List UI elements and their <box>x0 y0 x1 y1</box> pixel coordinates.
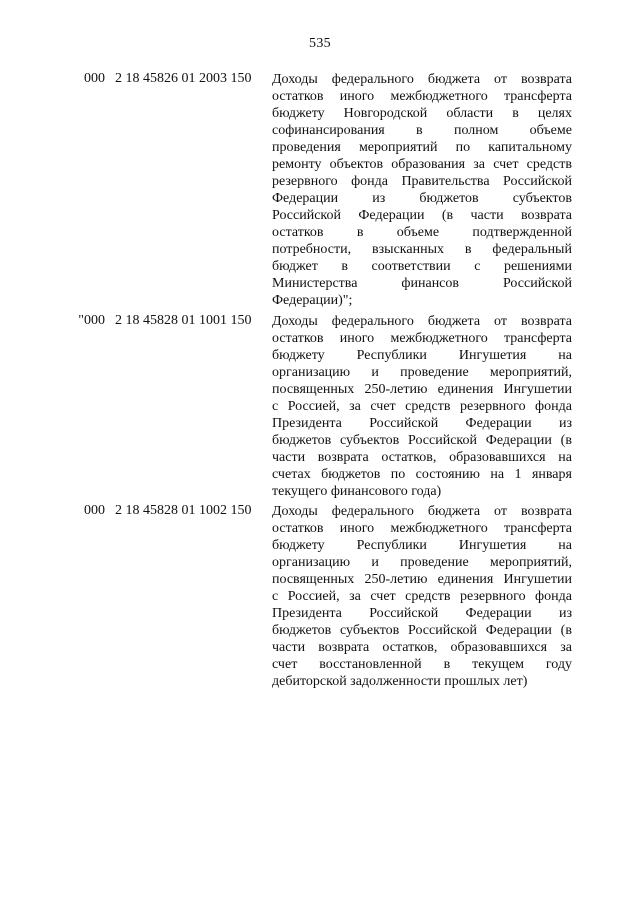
description-line: остатков иного межбюджетного трансферта <box>272 521 572 536</box>
budget-classification-code: 2 18 45826 01 2003 150 <box>115 71 252 86</box>
description-line: проведения мероприятий по капитальному <box>272 140 572 155</box>
description-line: Министерства финансов Российской <box>272 276 572 291</box>
description-line: Федерации)"; <box>272 293 353 308</box>
description-line: счетах бюджетов по состоянию на 1 января <box>272 467 572 482</box>
budget-classification-code: 2 18 45828 01 1002 150 <box>115 503 252 518</box>
description-line: организацию и проведение мероприятий, <box>272 555 572 570</box>
description-line: текущего финансового года) <box>272 484 442 499</box>
budget-classification-code: 2 18 45828 01 1001 150 <box>115 313 252 328</box>
description-line: бюджет в соответствии с решениями <box>272 259 572 274</box>
description-line: Федерации из бюджетов субъектов <box>272 191 572 206</box>
description-line: бюджетов субъектов Российской Федерации (в <box>272 433 572 448</box>
description-line: бюджету Республики Ингушетия на <box>272 348 572 363</box>
description-line: дебиторской задолженности прошлых лет) <box>272 674 528 689</box>
description-line: с Россией, за счет средств резервного фонда <box>272 399 572 414</box>
description-line: потребности, взысканных в федеральный <box>272 242 572 257</box>
description-line: Доходы федерального бюджета от возврата <box>272 72 572 87</box>
description-line: резервного фонда Правительства Российской <box>272 174 572 189</box>
description-line: посвященных 250-летию единения Ингушетии <box>272 382 572 397</box>
description-line: с Россией, за счет средств резервного фонда <box>272 589 572 604</box>
description-line: части возврата остатков, образовавшихся за <box>272 640 572 655</box>
description-line: организацию и проведение мероприятий, <box>272 365 572 380</box>
income-description <box>272 313 572 500</box>
page-number: 535 <box>309 36 331 51</box>
description-line: Президента Российской Федерации из <box>272 606 572 621</box>
description-line: бюджету Республики Ингушетия на <box>272 538 572 553</box>
description-line: остатков в объеме подтвержденной <box>272 225 572 240</box>
description-line: счет восстановленной в текущем году <box>272 657 572 672</box>
admin-code: 000 <box>84 71 105 86</box>
description-line: Доходы федерального бюджета от возврата <box>272 504 572 519</box>
description-line: Президента Российской Федерации из <box>272 416 572 431</box>
description-line: посвященных 250-летию единения Ингушетии <box>272 572 572 587</box>
description-line: остатков иного межбюджетного трансферта <box>272 89 572 104</box>
description-line: части возврата остатков, образовавшихся на <box>272 450 572 465</box>
income-description <box>272 503 572 690</box>
admin-code: 000 <box>84 503 105 518</box>
description-line: софинансирования в полном объеме <box>272 123 572 138</box>
description-line: бюджетов субъектов Российской Федерации (в <box>272 623 572 638</box>
description-line: бюджету Новгородской области в целях <box>272 106 572 121</box>
description-line: ремонту объектов образования за счет средств <box>272 157 572 172</box>
income-description <box>272 71 572 309</box>
description-line: остатков иного межбюджетного трансферта <box>272 331 572 346</box>
description-line: Российской Федерации (в части возврата <box>272 208 572 223</box>
description-line: Доходы федерального бюджета от возврата <box>272 314 572 329</box>
admin-code: "000 <box>78 313 105 328</box>
